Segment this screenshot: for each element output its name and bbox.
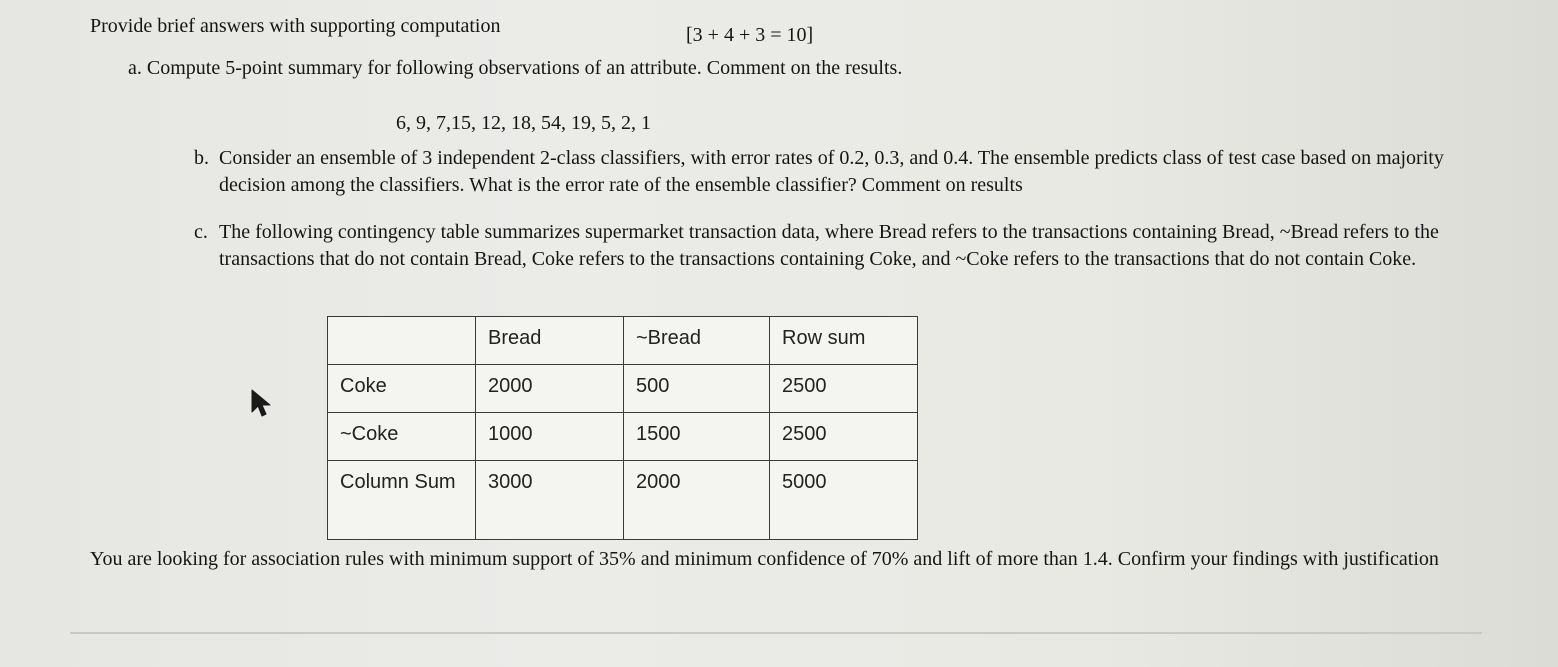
divider [70,632,1482,634]
table-cell: 3000 [476,461,624,540]
table-cell: 500 [624,365,770,413]
question-b-text: Consider an ensemble of 3 independent 2-class classifiers, with error rates of 0.2, 0.3, and 0.4. The ensemble predicts class of test case based on majority decision among the classifiers. What is the error rate of the ensemble classifier? Comment on results [219,147,1444,196]
table-header-cell: ~Bread [624,317,770,365]
table-cell: 1500 [624,413,770,461]
closing-instruction: You are looking for association rules with minimum support of 35% and minimum confidence of 70% and lift of more than 1.4. Confirm your findings with justification [90,548,1439,570]
question-a-observations: 6, 9, 7,15, 12, 18, 54, 19, 5, 2, 1 [396,112,651,134]
table-cell: 2000 [624,461,770,540]
table-header-cell [328,317,476,365]
table-header-cell: Bread [476,317,624,365]
table-cell: 2000 [476,365,624,413]
contingency-table [327,316,918,540]
instruction-heading: Provide brief answers with supporting computation [90,15,501,37]
table-cell: 5000 [770,461,918,540]
table-header-row [328,317,918,365]
table-cell: 1000 [476,413,624,461]
table-header-cell: Row sum [770,317,918,365]
table-row-label: ~Coke [328,413,476,461]
question-b-label: b. [194,147,209,169]
question-c-text: The following contingency table summarizes supermarket transaction data, where Bread refers to the transactions containing Bread, ~Bread refers to the transactions that do not contain Bread, Coke refers to the transactions containing Coke, and ~Coke refers to the transactions that do not contain Coke. [219,221,1439,270]
table-row [328,413,918,461]
table-row [328,365,918,413]
table-row [328,461,918,540]
question-c-label: c. [194,221,208,243]
mouse-pointer-icon [250,388,274,418]
table-cell: 2500 [770,365,918,413]
table-row-label: Column Sum [328,461,476,540]
marks-breakdown: [3 + 4 + 3 = 10] [686,24,814,46]
table-row-label: Coke [328,365,476,413]
table-cell: 2500 [770,413,918,461]
question-a-text: a. Compute 5-point summary for following observations of an attribute. Comment on the results. [128,57,903,79]
